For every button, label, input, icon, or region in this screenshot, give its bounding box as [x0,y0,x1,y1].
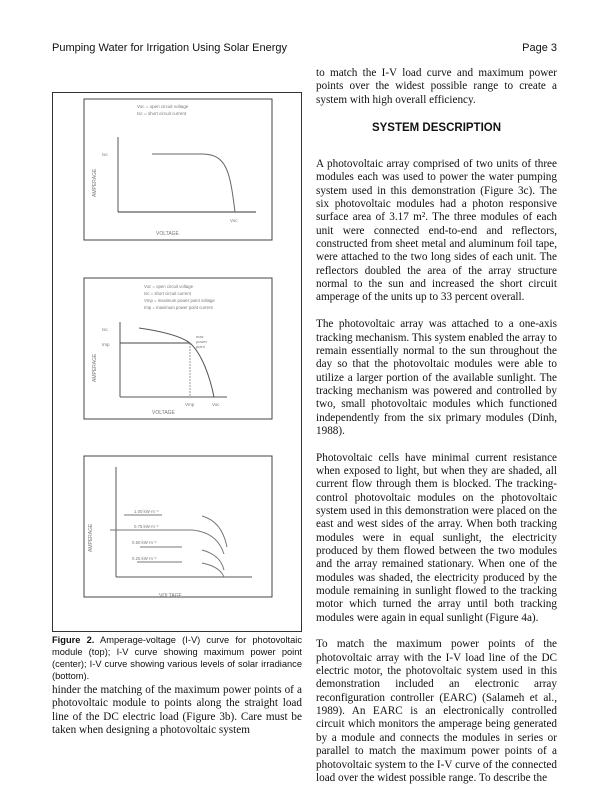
right-column [316,67,557,792]
figure-label: Voc [212,402,220,407]
section-heading: SYSTEM DESCRIPTION [371,122,502,135]
figure-label: 0.75 kW·m⁻² [134,524,159,529]
body-paragraph: To match the maximum power points of the photovoltaic array with the I-V load line of the DC electric motor, the photovoltaic system used in this demonstration included an electronic array reconfiguration controller (EARC) (Salameh et al., 1989). An EARC is an electronically controlled circuit which monitors the amperage being generated by a module and connects the modules in series or parallel to match the maximum power points of a photovoltaic system to the I-V curve of the connected load over the widest possible range. To describe the [316,638,557,784]
body-paragraph: Photovoltaic cells have minimal current resistance when exposed to light, but when they are shaded, all current flow through them is blocked. The tracking-control photovoltaic modules on the photovoltaic system used in this demonstration were placed on the east and west sides of the array. When both tracking modules were in equal sunlight, the electricity produced by them flowed between the two modules and the array remained stationary. When one of the modules was shaded, the electricity produced by the module remaining in sunlight flowed to the tracking motor which turned the array until both tracking modules were again in equal sunlight (Figure 4a). [316,451,557,624]
figure-label: VOLTAGE [152,410,175,416]
figure-label: Isc [102,152,108,157]
figure-label: Imp [102,342,110,347]
legend-voc: Voc = open circuit voltage [137,104,189,109]
figure-label: Vmp = maximum power point voltage [144,298,215,303]
intro-paragraph: to match the I-V load curve and maximum power points over the widest possible range to create a system with high overall efficiency. [316,67,557,106]
caption-label: Figure 2. [52,635,95,645]
figure-2 [52,92,302,632]
figure-label: VOLTAGE [159,593,182,599]
figure-label: Voc = open circuit voltage [144,284,194,289]
figure-label: max [196,334,204,339]
body-paragraph: hinder the matching of the maximum power points of a photovoltaic module to points along the straight load line of the DC electric load (Figure 3b). Care must be taken when designing a photovoltaic system [52,684,302,737]
iv-curve-center [84,278,272,419]
y-axis-label: AMPERAGE [92,168,98,197]
caption-text: Amperage-voltage (I-V) curve for photovoltaic module (top); I-V curve showing maximum power point (center); I-V curve showing various levels of solar irradiance (bottom). [52,635,302,681]
legend-isc: Isc = short circuit current [137,111,187,116]
figure-label: 0.50 kW·m⁻² [132,540,157,545]
iv-curve-top [84,99,272,240]
figure-caption [52,634,302,682]
figure-label: 0.25 kW·m⁻² [132,556,157,561]
body-paragraph: A photovoltaic array comprised of two units of three modules each was used to power the water pumping system used in this demonstration (Figure 3c). The six photovoltaic modules had a photon responsive surface area of 3.17 m². The three modules of each unit were connected end-to-end and reflectors, constructed from sheet metal and aluminum foil tape, were attached to the two long sides of each unit. The reflectors doubled the area of the array structure normal to the sun and increased the short circuit amperage of the units up to 33 percent overall. [316,158,557,304]
body-paragraph: The photovoltaic array was attached to a one-axis tracking mechanism. This system enabled the array to remain essentially normal to the sun throughout the day so that the photovoltaic modules were able to utilize a larger portion of the available sunlight. The tracking mechanism was powered and controlled by two, small photovoltaic modules which functioned independently from the six primary modules (Dinh, 1988). [316,318,557,437]
running-header-title: Pumping Water for Irrigation Using Solar Energy [52,42,287,54]
figure-label: point [196,344,205,349]
figure-label: Isc [102,327,108,332]
figure-label: Vmp [185,402,195,407]
figure-label: 1.00 kW·m⁻² [134,509,159,514]
left-column [52,684,302,751]
x-axis-label: VOLTAGE [156,231,179,237]
figure-label: Voc [230,218,238,223]
figure-label: AMPERAGE [88,523,94,552]
figure-label: power [196,339,207,344]
figure-label: Imp = maximum power point current [144,305,213,310]
iv-curve-bottom [84,456,272,599]
figure-label: Isc = short circuit current [144,291,191,296]
figure-label: AMPERAGE [92,353,98,382]
page-number: Page 3 [522,42,557,54]
